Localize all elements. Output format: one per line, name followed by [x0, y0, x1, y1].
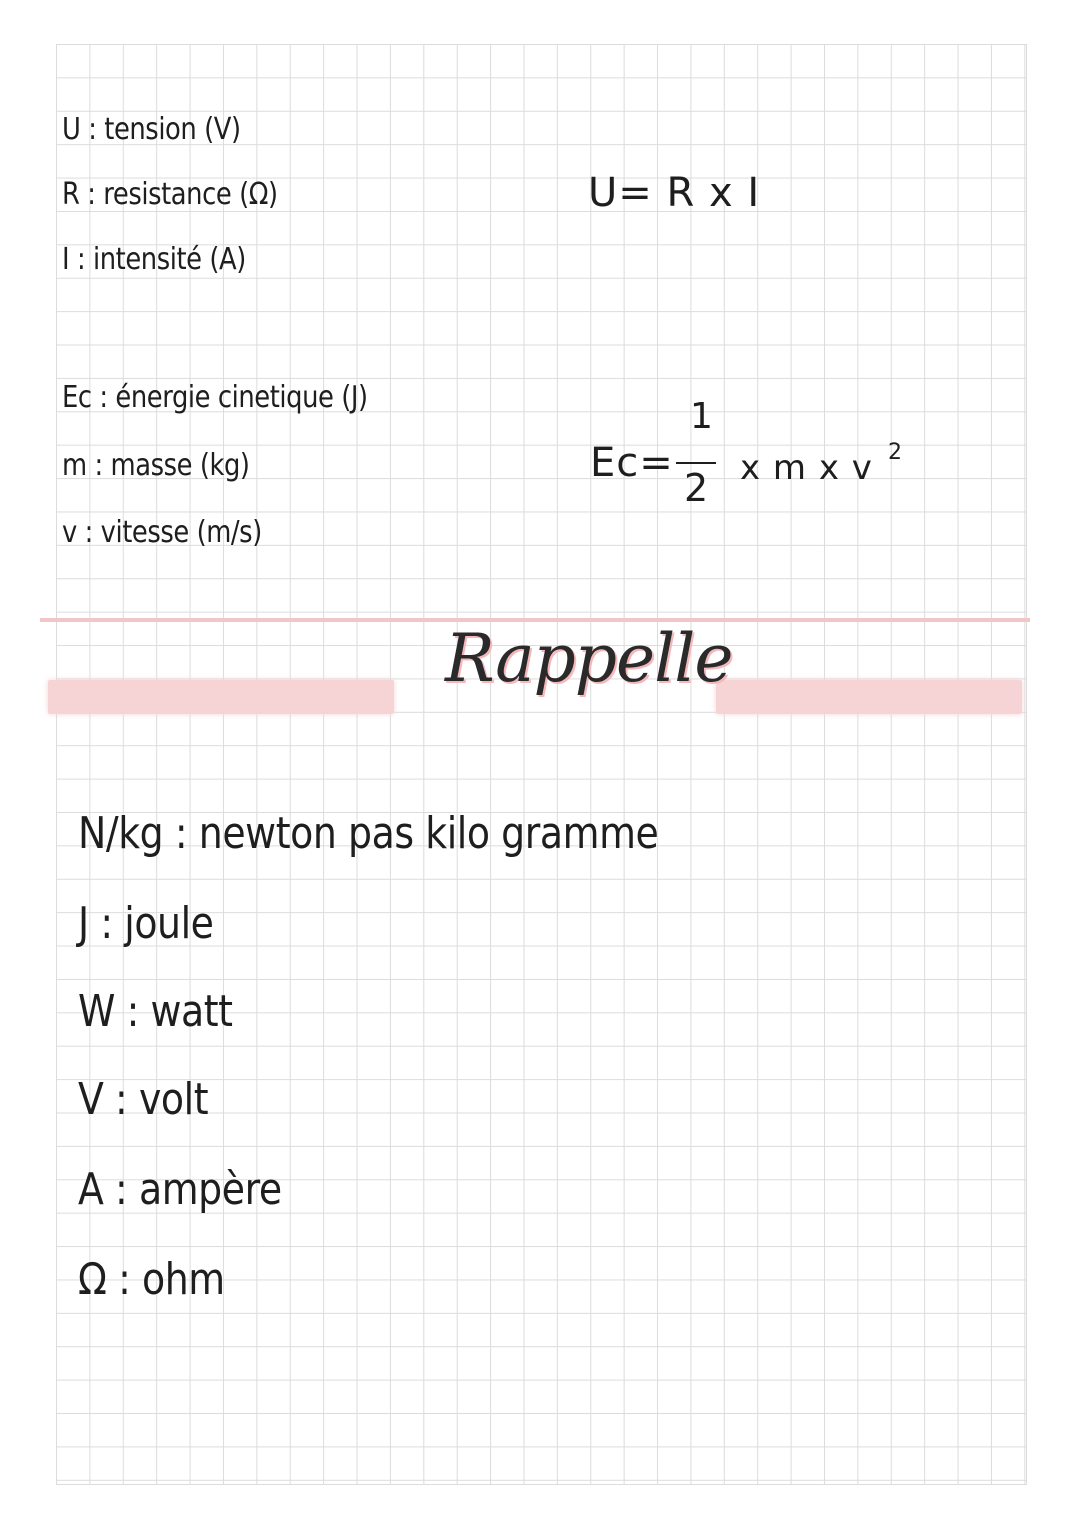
formula-ec-lhs: Ec=	[590, 440, 674, 486]
definition-intensite: I : intensité (A)	[62, 242, 246, 277]
definition-resistance: R : resistance (Ω)	[62, 177, 278, 212]
unit-watt: W : watt	[78, 986, 233, 1037]
definition-energie-cinetique: Ec : énergie cinetique (J)	[62, 380, 368, 415]
unit-volt: V : volt	[78, 1074, 209, 1125]
unit-newton-par-kilo: N/kg : newton pas kilo gramme	[78, 808, 659, 859]
unit-ohm: Ω : ohm	[78, 1254, 225, 1305]
highlight-band-right	[716, 680, 1022, 714]
definition-vitesse: v : vitesse (m/s)	[62, 515, 262, 550]
formula-ec-rhs: x m x v	[740, 448, 873, 488]
highlight-band-left	[48, 680, 394, 714]
unit-joule: J : joule	[78, 898, 214, 949]
formula-exponent: 2	[888, 440, 902, 465]
definition-masse: m : masse (kg)	[62, 448, 250, 483]
rappelle-title: Rappelle	[445, 620, 733, 697]
definition-tension: U : tension (V)	[62, 112, 241, 147]
formula-ohm: U= R x I	[588, 170, 761, 216]
unit-ampere: A : ampère	[78, 1164, 282, 1215]
formula-denominator: 2	[684, 466, 709, 510]
fraction-bar	[676, 462, 716, 464]
formula-numerator: 1	[690, 396, 713, 437]
